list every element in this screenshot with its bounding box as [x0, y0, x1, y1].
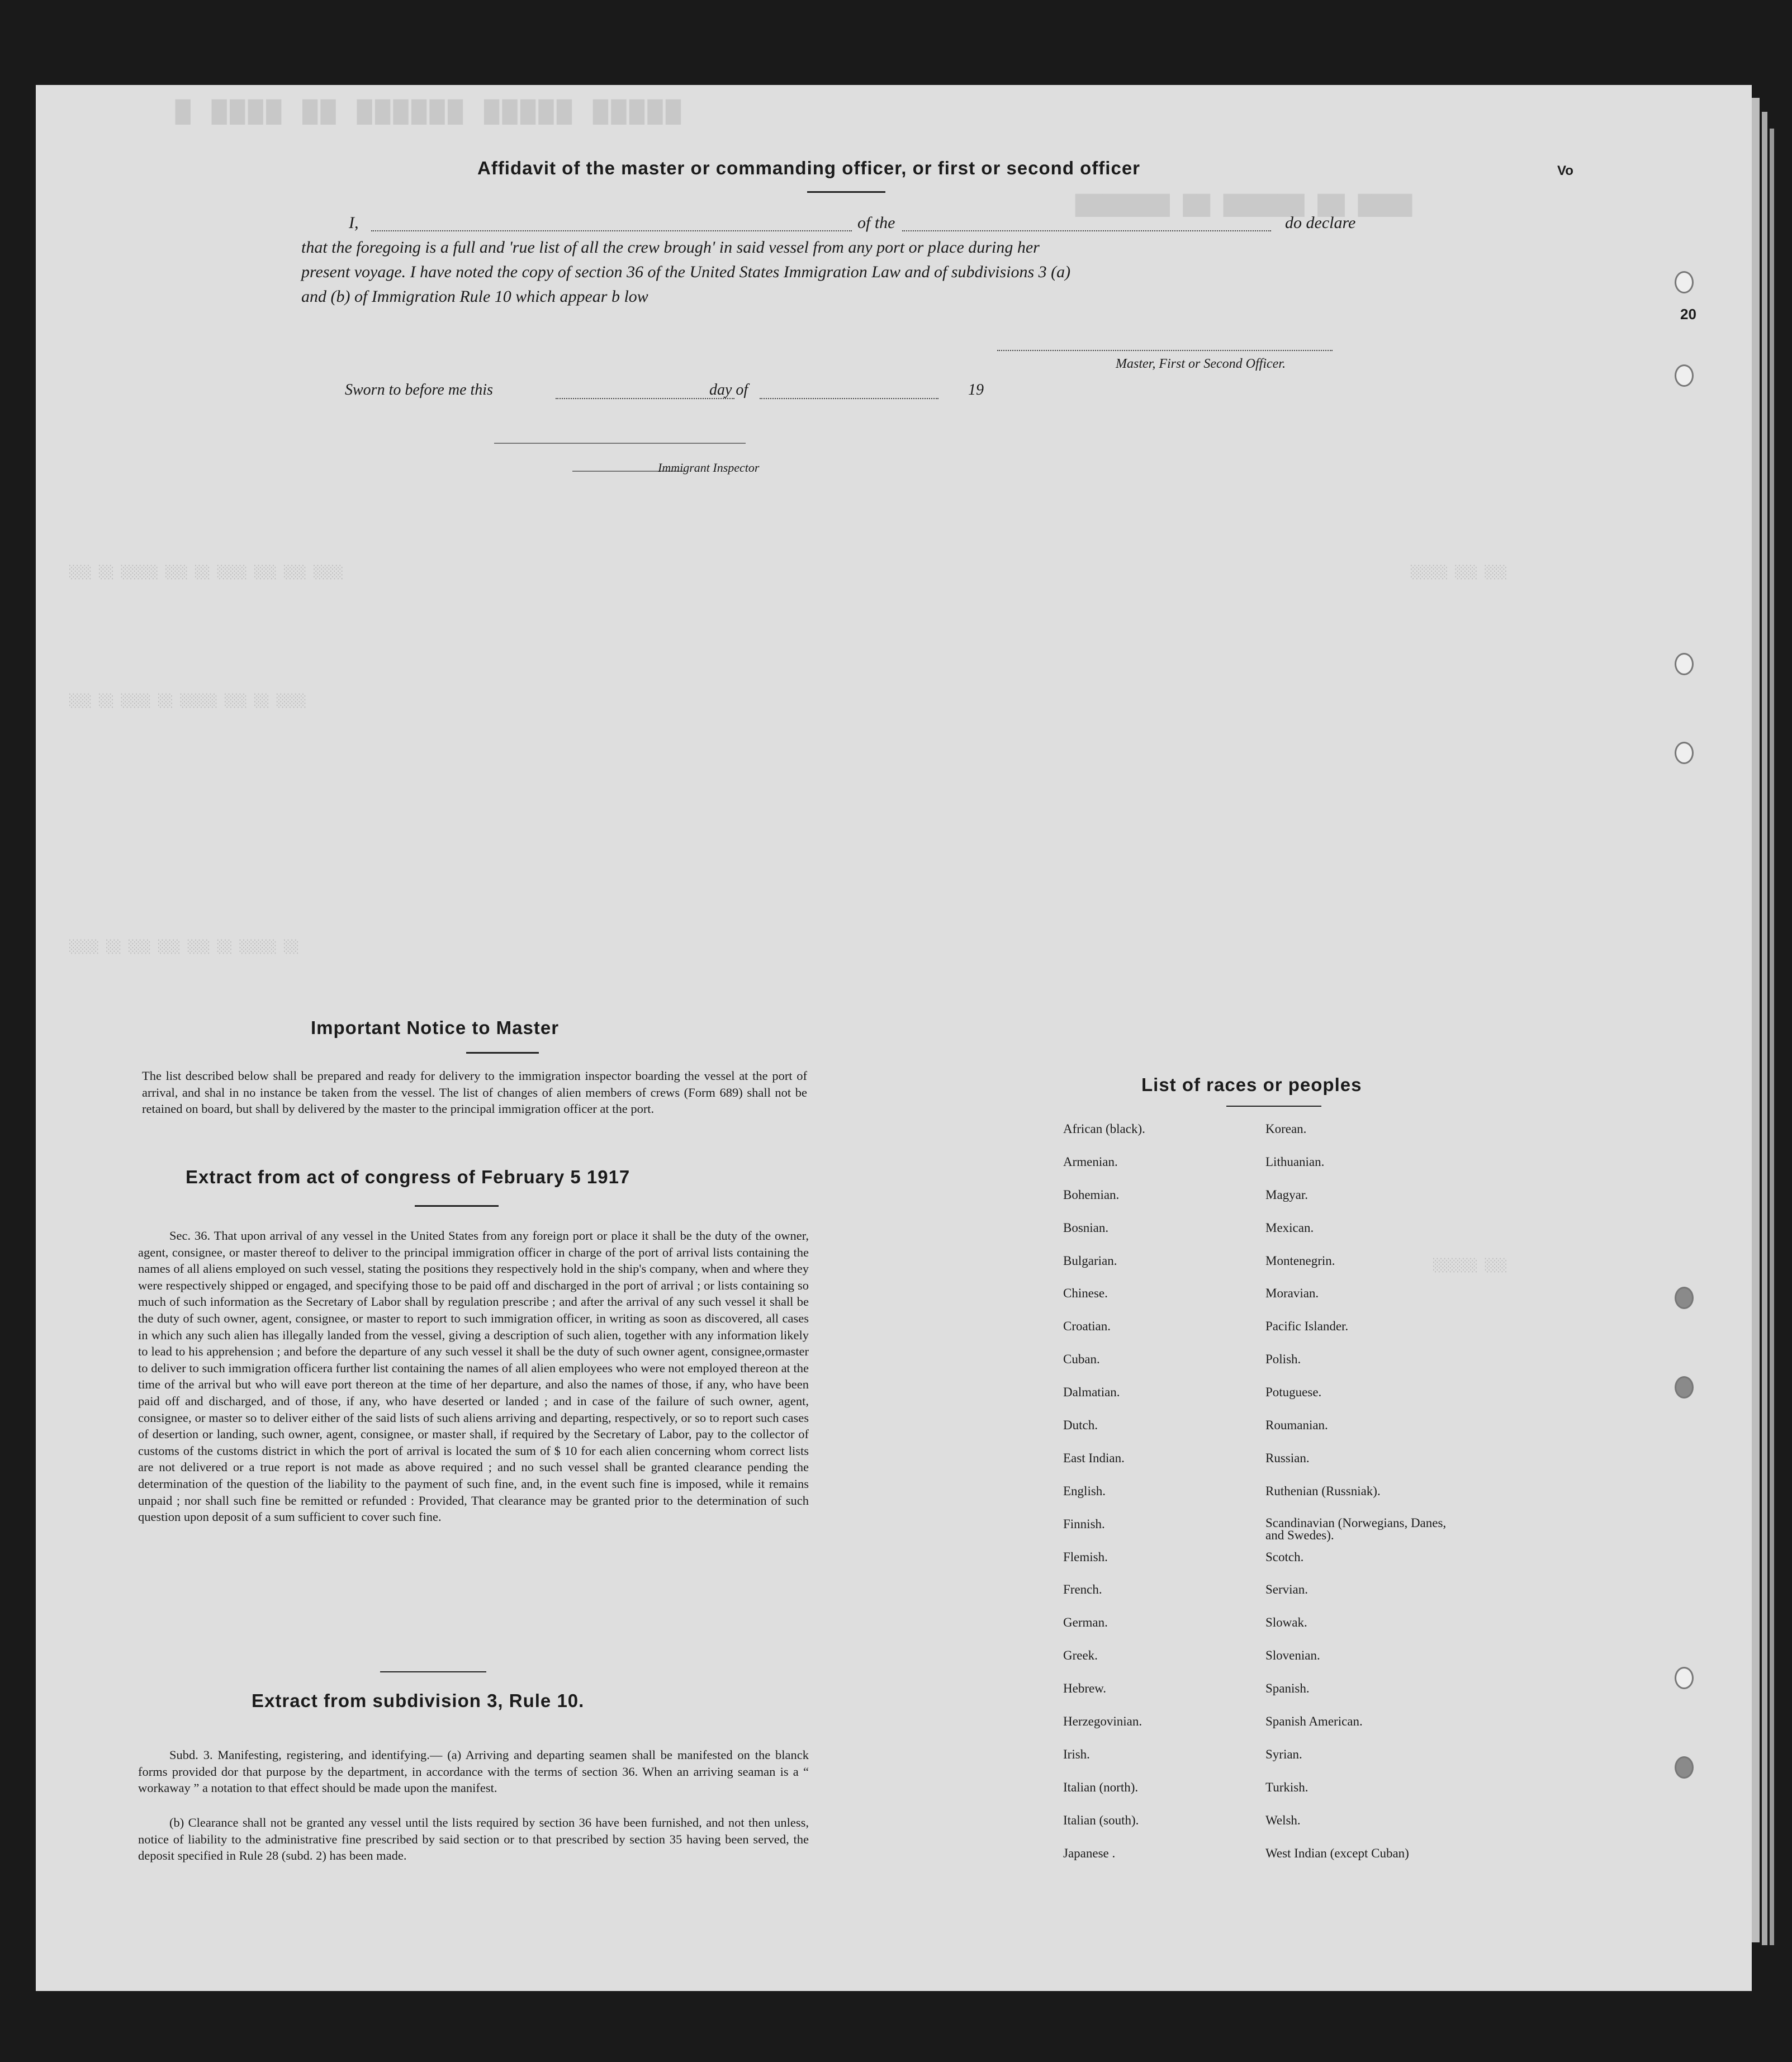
- race-item: Moravian.: [1265, 1286, 1319, 1301]
- race-item: Slowak.: [1265, 1615, 1307, 1630]
- act-extract-heading: Extract from act of congress of February 5 1917: [186, 1167, 630, 1187]
- race-item: Italian (north).: [1063, 1780, 1139, 1794]
- punch-hole: [1675, 742, 1694, 764]
- race-item: Spanish.: [1265, 1681, 1310, 1696]
- heading-rule: [466, 1052, 539, 1054]
- declaration-line-2: that the foregoing is a full and 'rue list of all the crew brough' in said vessel from any port or place during her: [301, 238, 1040, 257]
- page-edge: [1762, 112, 1767, 1945]
- punch-hole: [1675, 1287, 1694, 1309]
- races-right-column: [1265, 1122, 1456, 1879]
- notice-text: The list described below shall be prepared and ready for delivery to the immigration inspector boarding the vessel at the port of arrival, and shal in no instance be taken from the vessel. The list of changes of alien members of crews (Form 689) shall not be retained on board, but shall by delivered by the master to the principal immigration officer at the port.: [142, 1069, 807, 1116]
- race-item: Slovenian.: [1265, 1648, 1320, 1663]
- declaration-line-4: and (b) of Immigration Rule 10 which appear b low: [301, 287, 648, 306]
- declaration-of-the: of the: [857, 214, 895, 232]
- race-item: East Indian.: [1063, 1450, 1125, 1465]
- races-left-column: [1063, 1122, 1145, 1879]
- rule-extract-text-b: (b) Clearance shall not be granted any vessel until the lists required by section 36 have been furnished, and not then unless, notice of liability to the administrative fine prescribed by said section or to that prescribed by section 35 having been served, the deposit specified in Rule 28 (subd. 2) has been made.: [138, 1815, 809, 1863]
- race-item: Chinese.: [1063, 1286, 1108, 1301]
- race-item: Scandinavian (Norwegians, Danes, and Swedes).: [1265, 1515, 1447, 1542]
- race-item: Cuban.: [1063, 1352, 1100, 1367]
- race-item: Lithuanian.: [1265, 1154, 1325, 1169]
- bleed-through-text: ░░░ ░░ ░░░░░ ░░░ ░░ ░░░░ ░░░ ░░░ ░░░░: [69, 566, 344, 580]
- race-item: Magyar.: [1265, 1187, 1309, 1202]
- race-item: Spanish American.: [1265, 1714, 1363, 1729]
- vessel-blank: [902, 230, 1271, 231]
- race-item: Mexican.: [1265, 1220, 1314, 1235]
- name-blank: [371, 230, 852, 231]
- race-item: Potuguese.: [1265, 1385, 1322, 1400]
- race-item: Flemish.: [1063, 1549, 1108, 1564]
- punch-hole: [1675, 653, 1694, 675]
- punch-hole: [1675, 271, 1694, 293]
- punch-hole: [1675, 364, 1694, 387]
- race-item: Dalmatian.: [1063, 1385, 1120, 1400]
- race-item: Bulgarian.: [1063, 1253, 1117, 1268]
- race-item: Polish.: [1265, 1352, 1301, 1367]
- sworn-year: 19: [968, 381, 984, 399]
- race-item: Russian.: [1265, 1450, 1310, 1465]
- race-item: French.: [1063, 1582, 1102, 1597]
- race-item: African (black).: [1063, 1122, 1145, 1136]
- race-item: Finnish.: [1063, 1516, 1105, 1531]
- manifest-page: [36, 85, 1752, 1991]
- rule-extract-heading: Extract from subdivision 3, Rule 10.: [252, 1690, 585, 1711]
- section-rule: [380, 1671, 486, 1672]
- master-signature-blank: [997, 350, 1333, 351]
- bleed-through-text: ░░░ ░░ ░░░░ ░░ ░░░░░ ░░░ ░░ ░░░░: [69, 694, 306, 708]
- bleed-through-text: ░░░░░░ ░░░: [1433, 1259, 1507, 1273]
- punch-hole: [1675, 1756, 1694, 1779]
- sworn-month-blank: [760, 398, 938, 399]
- margin-number: 20: [1680, 306, 1696, 323]
- race-item: Hebrew.: [1063, 1681, 1107, 1696]
- race-item: Bosnian.: [1063, 1220, 1109, 1235]
- punch-hole: [1675, 1376, 1694, 1399]
- race-item: Armenian.: [1063, 1154, 1118, 1169]
- rule-extract-text-a: Subd. 3. Manifesting, registering, and identifying.— (a) Arriving and departing seamen shall be manifested on the blanck forms provided dor that purpose by the department, in accordance with the terms of section 36. When an arriving seaman is a “ workaway ” a notation to that effect should be made upon the manifest.: [138, 1748, 809, 1795]
- race-item: Syrian.: [1265, 1747, 1302, 1761]
- sworn-day-of: day of: [709, 381, 748, 399]
- master-signature-label: Master, First or Second Officer.: [1116, 357, 1286, 371]
- bleed-through-text: ░░░░ ░░ ░░░ ░░░ ░░░ ░░ ░░░░░ ░░: [69, 940, 299, 954]
- margin-mark: Vo: [1557, 163, 1573, 178]
- race-item: Irish.: [1063, 1747, 1090, 1761]
- race-item: Korean.: [1265, 1122, 1307, 1136]
- declaration-i: I,: [349, 214, 359, 232]
- race-item: Welsh.: [1265, 1813, 1301, 1827]
- inspector-signature-blank: [494, 443, 746, 444]
- race-item: Dutch.: [1063, 1418, 1098, 1433]
- race-item: Japanese .: [1063, 1846, 1116, 1860]
- race-item: German.: [1063, 1615, 1108, 1630]
- act-extract-text: Sec. 36. That upon arrival of any vessel in the United States from any foreign port or place it shall be the duty of the owner, agent, consignee, or master thereof to deliver to the principal immigration officer in charge of the port of arrival lists containing the names of all aliens employed on such vessel, stating the positions they respectively hold in the ship's company, when and where they were respectively shipped or engaged, and specifying those to be paid off and discharged in the port of arrival ; or lists containing so much of such information as the Secretary of Labor shall by regulation prescribe ; and after the arrival of any such vessel it shall be the duty of such owner, agent, consignee, or master to report to such immigration officer, in writing as soon as discovered, all cases in which any such alien has illegally landed from the vessel, giving a description of such alien, together with any information likely to lead to his apprehension ; and before the departure of any such vessel it shall be the duty of such owner agent, consignee,ormaster to deliver to such immigration officera further list containing the names of all alien employees who were not employed thereon at the time of the arrival but who will eave port thereon at the time of her departure, and also the names of those, if any, who have been paid off and discharged, and of those, if any, who have deserted or landed ; and in case of the failure of such owner, agent, consignee, or master so to deliver either of the said lists of such aliens arriving and departing, respectively, or so to report such cases of desertion or landing, such owner, agent, consignee, or master shall, if required by the Secretary of Labor, pay to the collector of customs of the customs district in which the port of arrival is located the sum of $ 10 for each alien concerning whom correct lists are not delivered or a true report is not made as above required ; and no such vessel shall be granted clearance pending the determination of the question of the liability to the payment of such fine, and, in the event such fine is imposed, while it remains unpaid ; nor shall such fine be remitted or refunded : Provided, That clearance may be granted prior to the determination of such question upon deposit of a sum sufficient to cover such fine.: [138, 1229, 809, 1524]
- race-item: Ruthenian (Russniak).: [1265, 1483, 1381, 1498]
- notice-heading: Important Notice to Master: [311, 1017, 560, 1038]
- race-item: Turkish.: [1265, 1780, 1309, 1794]
- race-item: Croatian.: [1063, 1319, 1111, 1334]
- race-item: Scotch.: [1265, 1549, 1304, 1564]
- punch-hole: [1675, 1667, 1694, 1689]
- race-item: English.: [1063, 1483, 1106, 1498]
- race-item: Greek.: [1063, 1648, 1098, 1663]
- race-item: West Indian (except Cuban): [1265, 1846, 1409, 1860]
- declaration-line-3: present voyage. I have noted the copy of section 36 of the United States Immigration Law and of subdivisions 3 (a): [301, 263, 1071, 281]
- race-item: Italian (south).: [1063, 1813, 1139, 1827]
- affidavit-heading: Affidavit of the master or commanding officer, or first or second officer: [477, 158, 1141, 178]
- race-item: Servian.: [1265, 1582, 1309, 1597]
- race-item: Pacific Islander.: [1265, 1319, 1349, 1334]
- page-edge: [1770, 129, 1774, 1945]
- race-item: Herzegovinian.: [1063, 1714, 1142, 1729]
- heading-rule: [1226, 1106, 1321, 1107]
- page-edge: [1752, 98, 1760, 1942]
- bleed-through-text: ░░░░░ ░░░ ░░░: [1411, 566, 1507, 580]
- inspector-label: Immigrant Inspector: [658, 461, 760, 475]
- sworn-day-blank: [556, 398, 734, 399]
- race-item: Montenegrin.: [1265, 1253, 1335, 1268]
- bleed-through-text: ▇ ▇▇▇▇ ▇▇ ▇▇▇▇▇▇ ▇▇▇▇▇ ▇▇▇▇▇: [176, 96, 684, 125]
- races-heading: List of races or peoples: [1141, 1074, 1362, 1095]
- race-item: Bohemian.: [1063, 1187, 1120, 1202]
- race-item: Roumanian.: [1265, 1418, 1328, 1433]
- sworn-text: Sworn to before me this: [345, 381, 493, 399]
- heading-rule: [415, 1205, 499, 1207]
- heading-rule: [807, 191, 885, 193]
- declaration-do-declare: do declare: [1285, 214, 1356, 232]
- bleed-through-text: ▇▇▇▇▇▇▇ ▇▇ ▇▇▇▇▇▇ ▇▇ ▇▇▇▇: [1075, 191, 1412, 217]
